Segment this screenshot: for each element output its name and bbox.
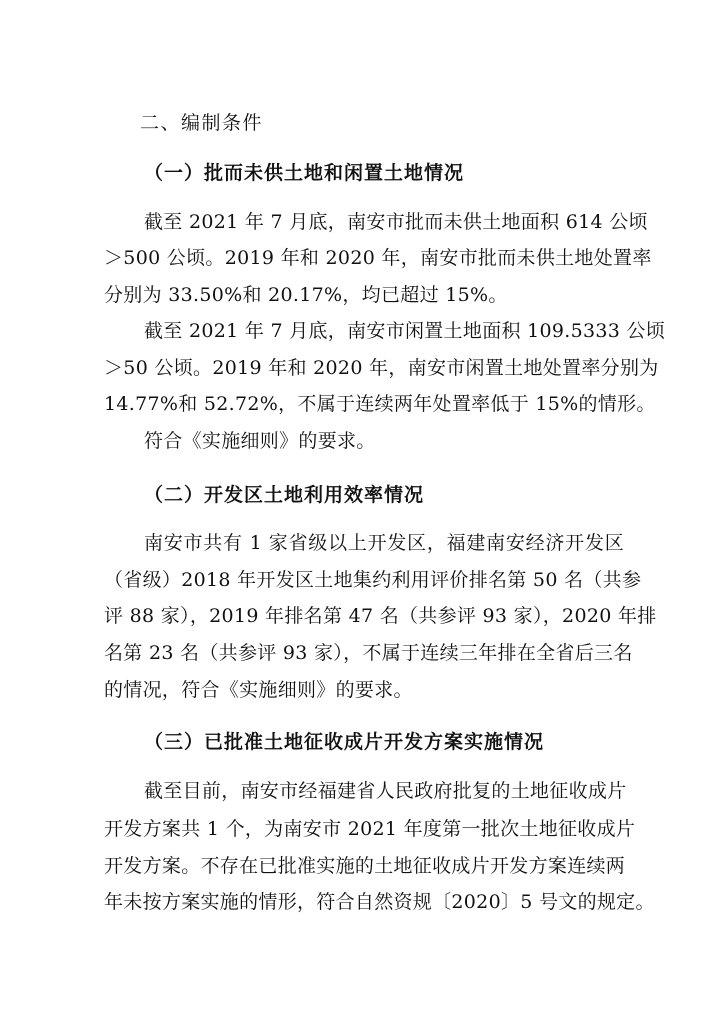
paragraph-line: 截至 2021 年 7 月底，南安市闲置土地面积 109.5333 公顷 [144,320,666,342]
paragraph-line: （省级）2018 年开发区土地集约利用评价排名第 50 名（共参 [104,569,642,591]
heading-1: （一）批而未供土地和闲置土地情况 [144,162,465,184]
paragraph-line: 开发方案共 1 个，为南安市 2021 年度第一批次土地征收成片 [104,818,636,840]
paragraph-line: 名第 23 名（共参评 93 家），不属于连续三年排在全省后三名 [104,642,633,664]
paragraph-line: 截至目前，南安市经福建省人民政府批复的土地征收成片 [144,780,627,802]
paragraph-line: 年未按方案实施的情形，符合自然资规〔2020〕5 号文的规定。 [104,891,655,913]
heading-2: （二）开发区土地利用效率情况 [144,484,425,506]
paragraph-line: ＞50 公顷。2019 年和 2020 年，南安市闲置土地处置率分别为 [104,357,659,379]
paragraph-line: 的情况，符合《实施细则》的要求。 [104,679,413,701]
section-title: 二、编制条件 [140,112,264,134]
heading-3: （三）已批准土地征收成片开发方案实施情况 [144,731,545,753]
paragraph-line: ＞500 公顷。2019 年和 2020 年，南安市批而未供土地处置率 [104,247,652,269]
paragraph-line: 截至 2021 年 7 月底，南安市批而未供土地面积 614 公顷 [144,211,648,233]
paragraph-line: 符合《实施细则》的要求。 [144,430,376,452]
paragraph-line: 14.77%和 52.72%，不属于连续两年处置率低于 15%的情形。 [104,393,656,415]
paragraph-line: 评 88 家），2019 年排名第 47 名（共参评 93 家），2020 年排 [104,605,657,627]
paragraph-line: 开发方案。不存在已批准实施的土地征收成片开发方案连续两 [104,855,626,877]
paragraph-line: 南安市共有 1 家省级以上开发区，福建南安经济开发区 [144,532,624,554]
paragraph-line: 分别为 33.50%和 20.17%，均已超过 15%。 [104,284,508,306]
